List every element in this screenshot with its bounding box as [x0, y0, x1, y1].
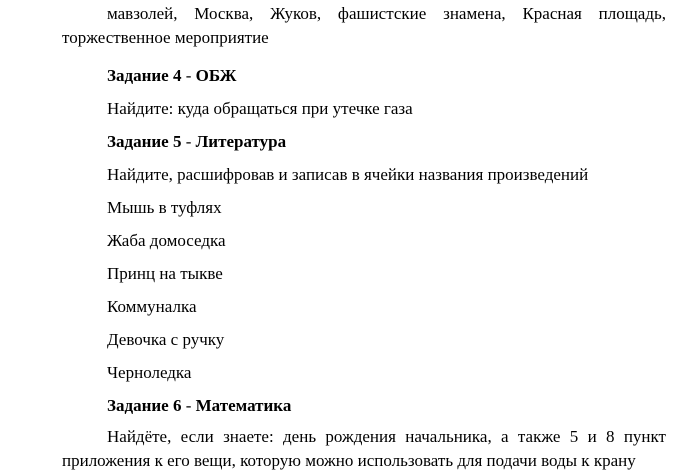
task-6-subject: Математика	[195, 396, 292, 415]
intro-continuation-paragraph: мавзолей, Москва, Жуков, фашистские знамена, Красная площадь, торжественное мероприятие	[62, 4, 666, 47]
task-4-heading	[107, 64, 666, 88]
task-4-label: Задание 4	[107, 66, 182, 85]
task-6-label: Задание 6	[107, 396, 182, 415]
task-5-subject: Литература	[195, 132, 287, 151]
riddle-item: Черноледка	[107, 363, 192, 382]
task-6-separator: -	[181, 396, 196, 415]
riddle-item: Девочка с ручку	[107, 330, 225, 349]
task-6-heading	[107, 394, 666, 418]
riddle-item: Принц на тыкве	[107, 264, 223, 283]
task-5-text: Найдите, расшифровав и записав в ячейки названия произведений	[107, 165, 589, 184]
task-6-text: Найдёте, если знаете: день рождения начальника, а также 5 и 8 пункт приложения к его вещи, которую можно использовать для подачи воды к крану	[62, 427, 666, 470]
task-4-subject: ОБЖ	[195, 66, 237, 85]
riddle-item: Мышь в туфлях	[107, 198, 222, 217]
task-5-separator: -	[181, 132, 196, 151]
task-4-text: Найдите: куда обращаться при утечке газа	[107, 99, 413, 118]
task-5-heading	[107, 130, 666, 154]
task-5-label: Задание 5	[107, 132, 182, 151]
riddle-item: Жаба домоседка	[107, 231, 226, 250]
task-4-separator: -	[181, 66, 196, 85]
riddle-item: Коммуналка	[107, 297, 197, 316]
